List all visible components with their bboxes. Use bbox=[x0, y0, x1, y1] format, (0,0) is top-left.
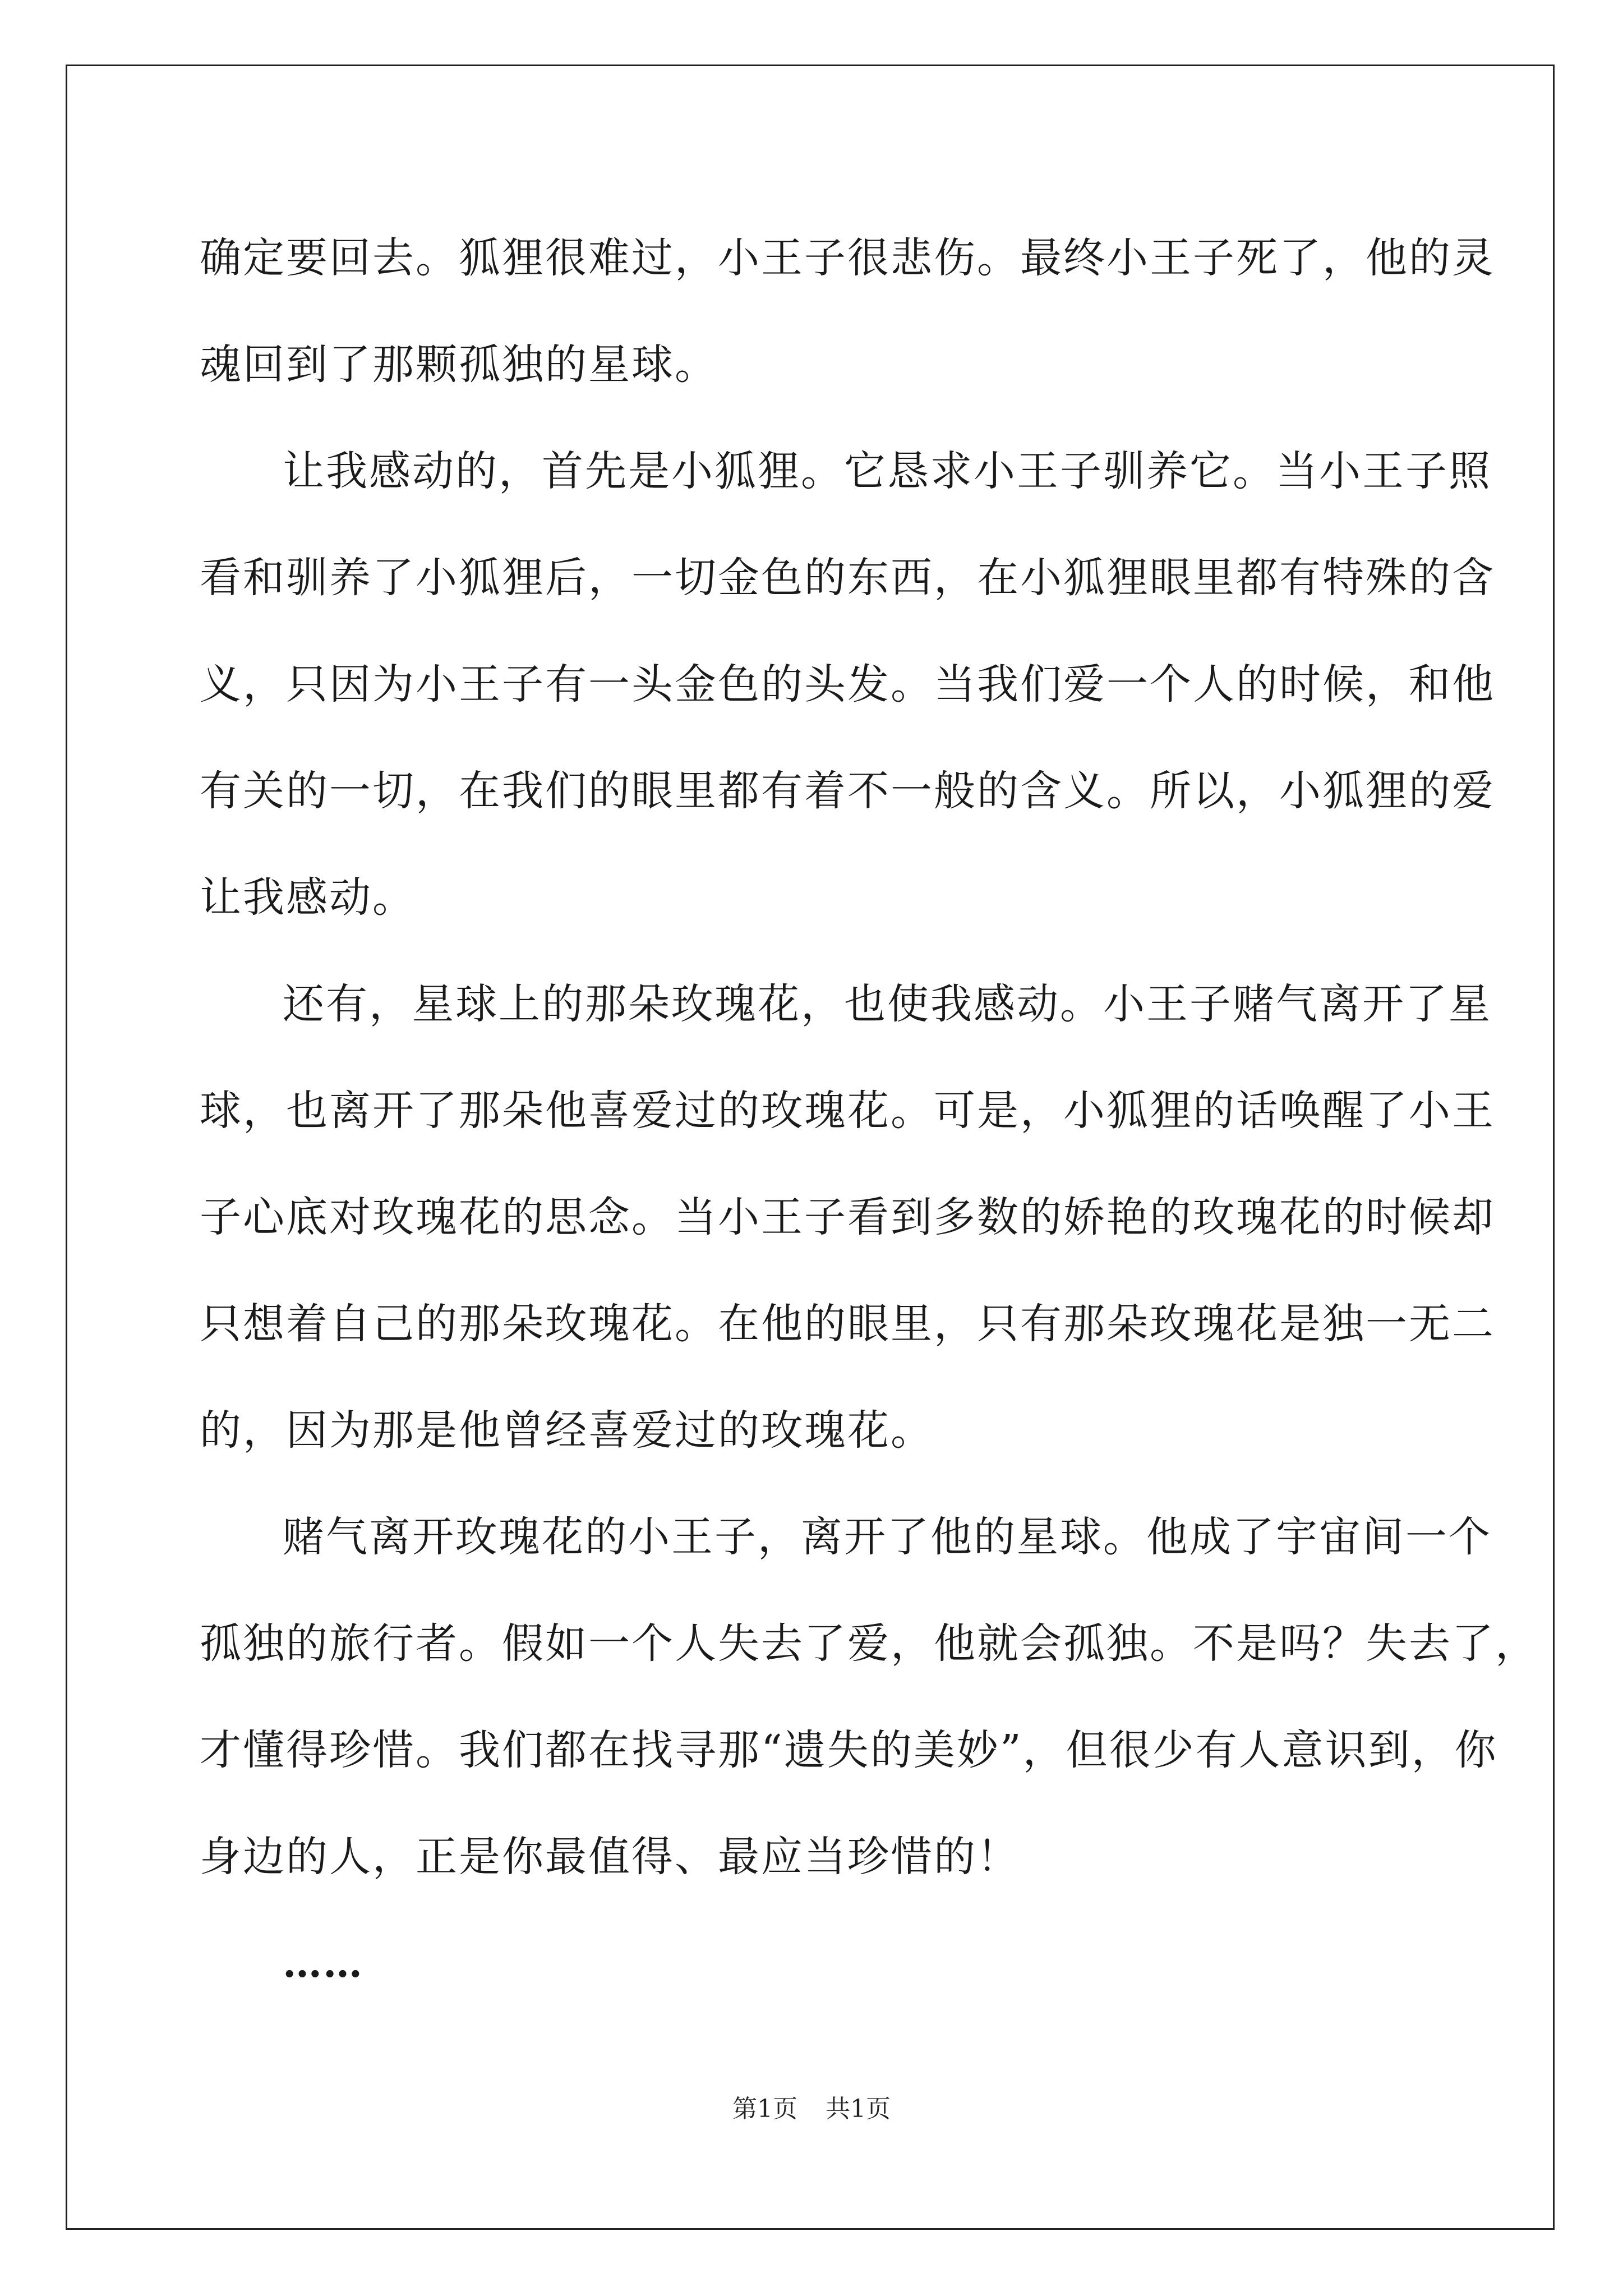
text-line: 才懂得珍惜。我们都在找寻那“遗失的美妙”，但很少有人意识到，你 bbox=[200, 1726, 1498, 1774]
page-number-total: 共1页 bbox=[826, 2095, 891, 2123]
text-line: 义，只因为小王子有一头金色的头发。当我们爱一个人的时候，和他 bbox=[200, 660, 1495, 708]
text-line: 魂回到了那颗孤独的星球。 bbox=[200, 341, 718, 389]
text-line: 的，因为那是他曾经喜爱过的玫瑰花。 bbox=[200, 1406, 934, 1455]
text-line: 让我感动。 bbox=[200, 873, 416, 922]
paragraph-start-line: 还有，星球上的那朵玫瑰花，也使我感动。小王子赌气离开了星 bbox=[283, 980, 1492, 1028]
text-line: 身边的人，正是你最值得、最应当珍惜的！ bbox=[200, 1833, 1020, 1881]
ellipsis: …… bbox=[283, 1940, 363, 1986]
page-footer bbox=[0, 2092, 1623, 2126]
text-line: 有关的一切，在我们的眼里都有着不一般的含义。所以，小狐狸的爱 bbox=[200, 767, 1495, 815]
paragraph-start-line: 赌气离开玫瑰花的小王子，离开了他的星球。他成了宇宙间一个 bbox=[283, 1513, 1492, 1561]
text-line: 确定要回去。狐狸很难过，小王子很悲伤。最终小王子死了，他的灵 bbox=[200, 234, 1495, 282]
document-body bbox=[200, 205, 1538, 2017]
page-number-current: 第1页 bbox=[732, 2095, 797, 2123]
text-line: 看和驯养了小狐狸后，一切金色的东西，在小狐狸眼里都有特殊的含 bbox=[200, 554, 1495, 602]
text-line: 只想着自己的那朵玫瑰花。在他的眼里，只有那朵玫瑰花是独一无二 bbox=[200, 1300, 1495, 1348]
text-line: 子心底对玫瑰花的思念。当小王子看到多数的娇艳的玫瑰花的时候却 bbox=[200, 1193, 1495, 1241]
text-line: 孤独的旅行者。假如一个人失去了爱，他就会孤独。不是吗？失去了， bbox=[200, 1619, 1538, 1668]
paragraph-start-line: 让我感动的，首先是小狐狸。它恳求小王子驯养它。当小王子照 bbox=[283, 447, 1492, 495]
text-line: 球，也离开了那朵他喜爱过的玫瑰花。可是，小狐狸的话唤醒了小王 bbox=[200, 1087, 1495, 1135]
